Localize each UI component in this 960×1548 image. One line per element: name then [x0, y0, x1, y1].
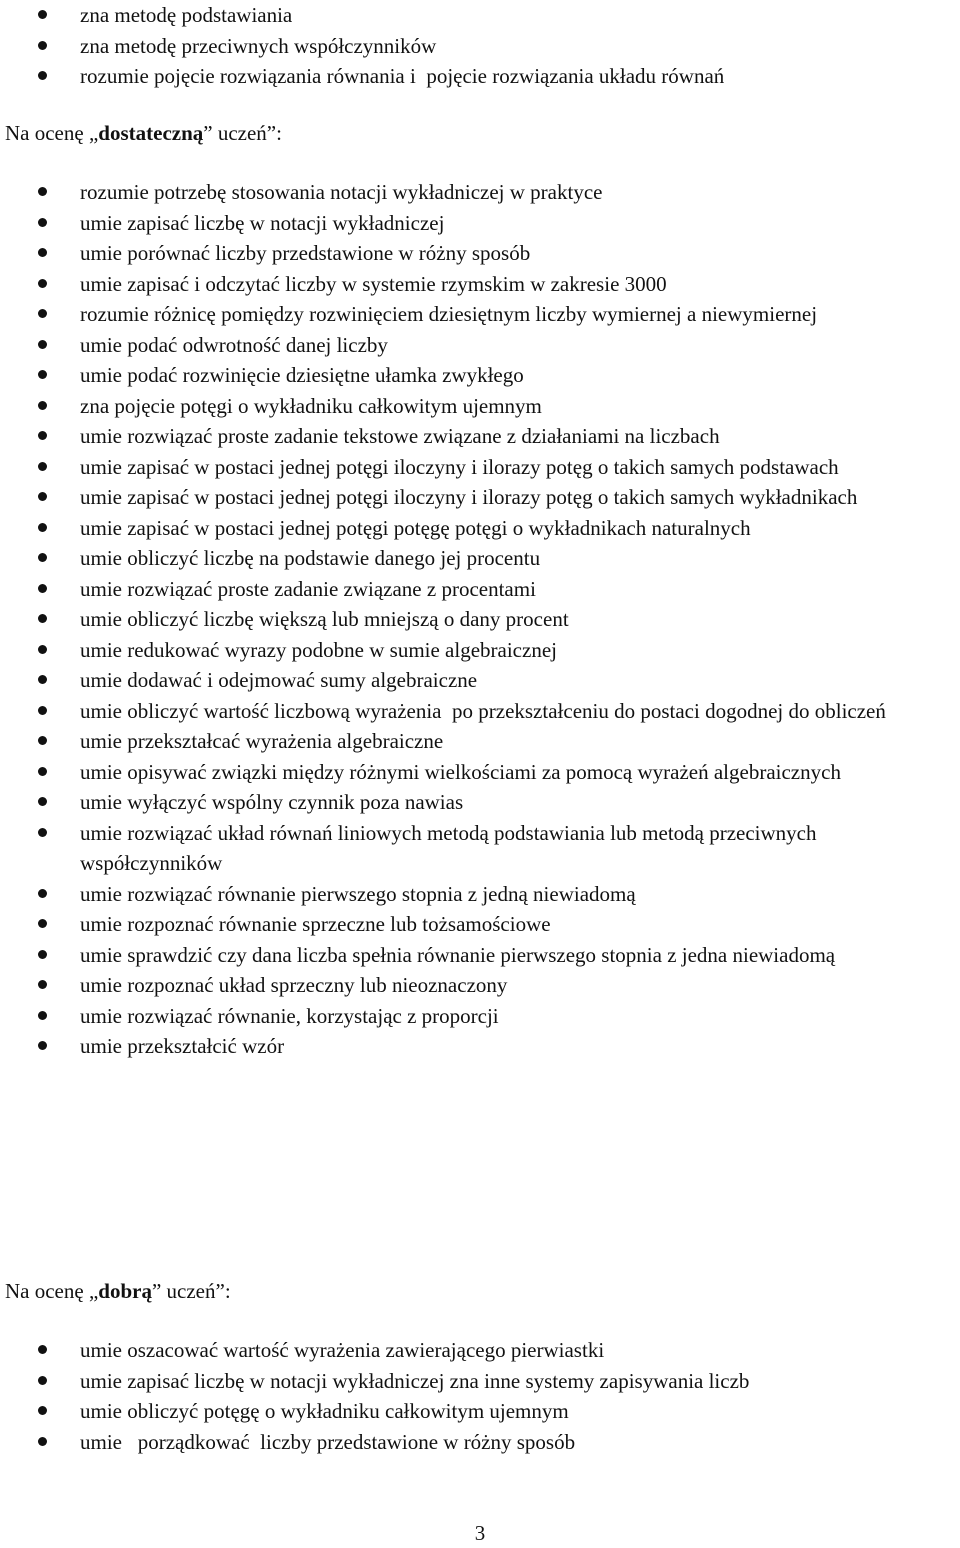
bullet-icon	[38, 767, 47, 776]
list-item: umie obliczyć liczbę na podstawie danego jej procentu	[0, 543, 960, 574]
bullet-icon	[38, 218, 47, 227]
list-item: zna metodę podstawiania	[0, 0, 960, 31]
bullet-icon	[38, 1041, 47, 1050]
list-item: umie porządkować liczby przedstawione w różny sposób	[0, 1427, 960, 1458]
list-item: zna metodę przeciwnych współczynników	[0, 31, 960, 62]
bullet-icon	[38, 523, 47, 532]
list-item: umie rozpoznać układ sprzeczny lub nieoznaczony	[0, 970, 960, 1001]
list-item: umie wyłączyć wspólny czynnik poza nawias	[0, 787, 960, 818]
bullet-icon	[38, 1376, 47, 1385]
bullet-icon	[38, 797, 47, 806]
list-item: umie podać rozwinięcie dziesiętne ułamka zwykłego	[0, 360, 960, 391]
bullet-icon	[38, 309, 47, 318]
bullet-icon	[38, 736, 47, 745]
list-item: umie opisywać związki między różnymi wielkościami za pomocą wyrażeń algebraicznych	[0, 757, 960, 788]
bullet-icon	[38, 401, 47, 410]
list-item: umie obliczyć liczbę większą lub mniejszą o dany procent	[0, 604, 960, 635]
list-item: umie przekształcić wzór	[0, 1031, 960, 1062]
list-item: umie rozwiązać równanie pierwszego stopnia z jedną niewiadomą	[0, 879, 960, 910]
list-item: rozumie potrzebę stosowania notacji wykładniczej w praktyce	[0, 177, 960, 208]
bullet-icon	[38, 492, 47, 501]
criteria-list-dostateczna	[0, 177, 960, 1062]
list-item: umie zapisać liczbę w notacji wykładniczej	[0, 208, 960, 239]
bullet-icon	[38, 584, 47, 593]
grade-name: dostateczną	[98, 121, 204, 145]
bullet-icon	[38, 340, 47, 349]
list-item: umie rozwiązać proste zadanie związane z procentami	[0, 574, 960, 605]
list-item: umie zapisać w postaci jednej potęgi potęgę potęgi o wykładnikach naturalnych	[0, 513, 960, 544]
bullet-icon	[38, 1437, 47, 1446]
bullet-icon	[38, 462, 47, 471]
list-item: umie dodawać i odejmować sumy algebraiczne	[0, 665, 960, 696]
bullet-icon	[38, 889, 47, 898]
list-item: umie podać odwrotność danej liczby	[0, 330, 960, 361]
list-item: umie porównać liczby przedstawione w różny sposób	[0, 238, 960, 269]
bullet-icon	[38, 187, 47, 196]
bullet-icon	[38, 553, 47, 562]
list-item: umie oszacować wartość wyrażenia zawierającego pierwiastki	[0, 1335, 960, 1366]
bullet-icon	[38, 71, 47, 80]
bullet-icon	[38, 1406, 47, 1415]
list-item: umie zapisać w postaci jednej potęgi iloczyny i ilorazy potęg o takich samych podstawach	[0, 452, 960, 483]
bullet-icon	[38, 370, 47, 379]
grade-name: dobrą	[98, 1279, 152, 1303]
bullet-icon	[38, 279, 47, 288]
list-item: umie obliczyć wartość liczbową wyrażenia po przekształceniu do postaci dogodnej do obliczeń	[0, 696, 960, 727]
list-item: umie obliczyć potęgę o wykładniku całkowitym ujemnym	[0, 1396, 960, 1427]
bullet-icon	[38, 10, 47, 19]
list-item: umie rozwiązać proste zadanie tekstowe związane z działaniami na liczbach	[0, 421, 960, 452]
list-item: umie rozwiązać równanie, korzystając z proporcji	[0, 1001, 960, 1032]
list-item: umie rozwiązać układ równań liniowych metodą podstawiania lub metodą przeciwnych współczynników	[0, 818, 960, 879]
grade-heading-dostateczna: Na ocenę „dostateczną” uczeń”:	[5, 121, 282, 145]
bullet-icon	[38, 41, 47, 50]
list-item: umie zapisać liczbę w notacji wykładniczej zna inne systemy zapisywania liczb	[0, 1366, 960, 1397]
list-item: umie redukować wyrazy podobne w sumie algebraicznej	[0, 635, 960, 666]
bullet-icon	[38, 706, 47, 715]
bullet-icon	[38, 675, 47, 684]
grade-heading-dobra: Na ocenę „dobrą” uczeń”:	[5, 1279, 231, 1303]
list-item: umie zapisać i odczytać liczby w systemie rzymskim w zakresie 3000	[0, 269, 960, 300]
bullet-icon	[38, 645, 47, 654]
bullet-icon	[38, 980, 47, 989]
list-item: rozumie różnicę pomiędzy rozwinięciem dziesiętnym liczby wymiernej a niewymiernej	[0, 299, 960, 330]
bullet-icon	[38, 431, 47, 440]
criteria-list-top	[0, 0, 960, 92]
list-item: umie zapisać w postaci jednej potęgi iloczyny i ilorazy potęg o takich samych wykładnikach	[0, 482, 960, 513]
criteria-list-dobra	[0, 1335, 960, 1457]
bullet-icon	[38, 614, 47, 623]
bullet-icon	[38, 919, 47, 928]
bullet-icon	[38, 828, 47, 837]
list-item: umie sprawdzić czy dana liczba spełnia równanie pierwszego stopnia z jedna niewiadomą	[0, 940, 960, 971]
list-item: zna pojęcie potęgi o wykładniku całkowitym ujemnym	[0, 391, 960, 422]
bullet-icon	[38, 950, 47, 959]
bullet-icon	[38, 1345, 47, 1354]
list-item: umie przekształcać wyrażenia algebraiczne	[0, 726, 960, 757]
list-item: rozumie pojęcie rozwiązania równania i pojęcie rozwiązania układu równań	[0, 61, 960, 92]
list-item: umie rozpoznać równanie sprzeczne lub tożsamościowe	[0, 909, 960, 940]
page-number: 3	[474, 1521, 486, 1545]
bullet-icon	[38, 248, 47, 257]
bullet-icon	[38, 1011, 47, 1020]
